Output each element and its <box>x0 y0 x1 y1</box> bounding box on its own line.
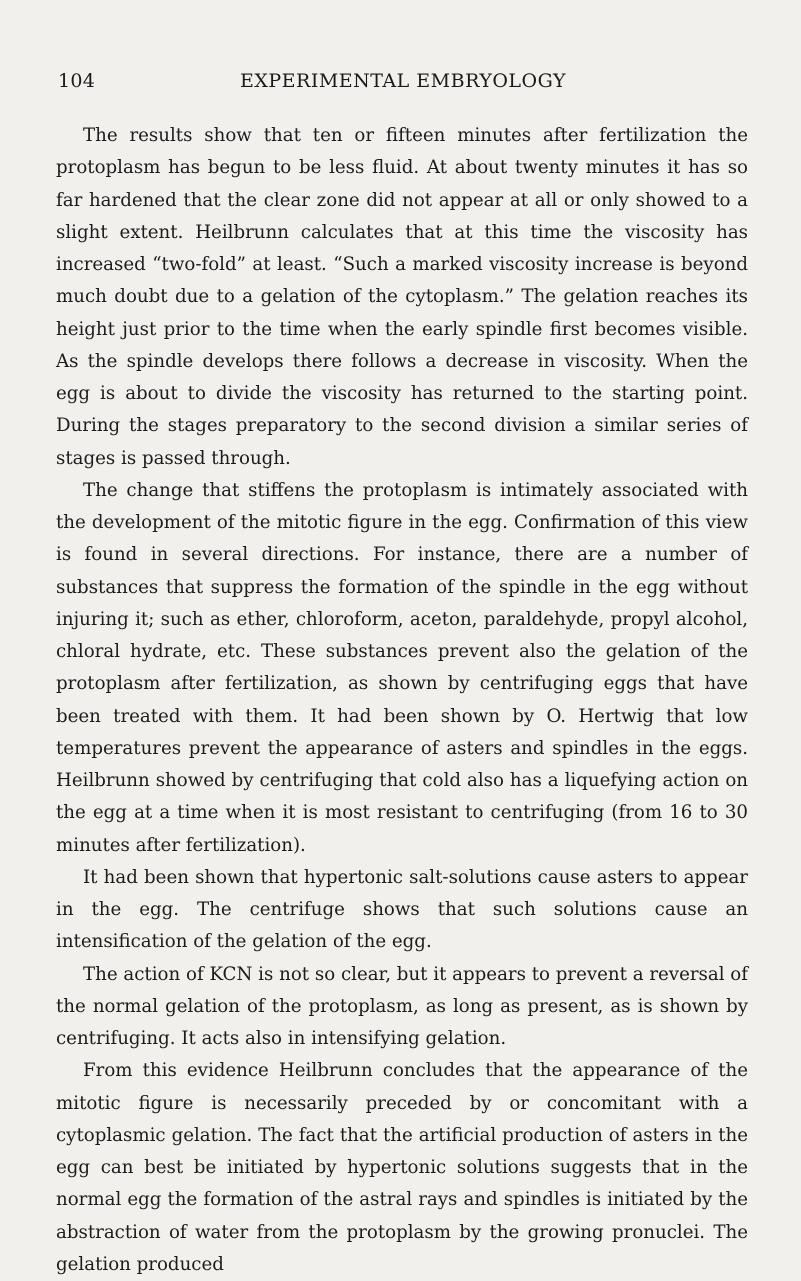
paragraph: From this evidence Heilbrunn concludes that the appearance of the mitotic figure is necessarily preceded by or concomitant with a cytoplasmic gelation. The fact that the artificial production of asters in the egg can best be initiated by hypertonic solutions suggests that in the normal egg the formation of the astral rays and spindles is initiated by the abstraction of water from the protoplasm by the growing pronuclei. The gelation produced <box>56 1060 748 1275</box>
paragraph: The results show that ten or fifteen minutes after fertilization the protoplasm has begun to be less fluid. At about twenty minutes it has so far hardened that the clear zone did not appear at all or only showed to a slight extent. Heilbrunn calculates that at this time the viscosity has increased “two-fold” at least. “Such a marked viscosity increase is beyond much doubt due to a gelation of the cytoplasm.” The gelation reaches its height just prior to the time when the early spindle first becomes visible. As the spindle develops there follows a decrease in viscosity. When the egg is about to divide the viscosity has returned to the starting point. During the stages preparatory to the second division a similar series of stages is passed through. <box>56 125 748 469</box>
paragraph: It had been shown that hypertonic salt-solutions cause asters to appear in the egg. The centrifuge shows that such solutions cause an intensification of the gelation of the egg. <box>56 866 748 953</box>
paragraph: The action of KCN is not so clear, but it appears to prevent a reversal of the normal gelation of the protoplasm, as long as present, as is shown by centrifuging. It acts also in intensifying gelation. <box>56 963 748 1049</box>
page-header <box>58 70 748 100</box>
page-number: 104 <box>58 70 96 92</box>
paragraph: The change that stiffens the protoplasm is intimately associated with the development of the mitotic figure in the egg. Confirmation of this view is found in several directions. For instance, there are a number of substances that suppress the formation of the spindle in the egg without injuring it; such as ether, chloroform, aceton, paraldehyde, propyl alcohol, chloral hydrate, etc. These substances prevent also the gelation of the protoplasm after fertilization, as shown by centrifuging eggs that have been treated with them. It had been shown by O. Hertwig that low temperatures prevent the appearance of asters and spindles in the eggs. Heilbrunn showed by centrifuging that cold also has a liquefying action on the egg at a time when it is most resistant to centrifuging (from 16 to 30 minutes after fertilization). <box>56 479 748 856</box>
running-title: EXPERIMENTAL EMBRYOLOGY <box>239 70 567 92</box>
body-text <box>56 120 748 1281</box>
